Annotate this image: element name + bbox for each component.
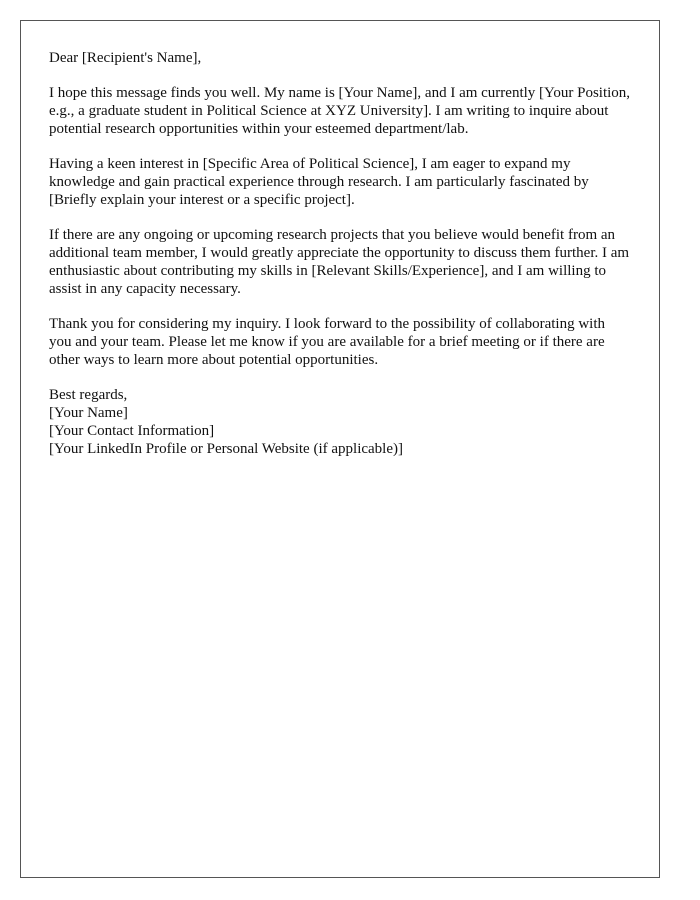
letter-page bbox=[20, 20, 660, 878]
paragraph-intro: I hope this message finds you well. My name is [Your Name], and I am currently [Your Position, e.g., a graduate student in Political Science at XYZ University]. I am writing to inquire about potential research opportunities within your esteemed department/lab. bbox=[49, 85, 631, 137]
signature-contact: [Your Contact Information] bbox=[49, 423, 215, 439]
signature-profile: [Your LinkedIn Profile or Personal Website (if applicable)] bbox=[49, 441, 403, 457]
signoff-block bbox=[49, 386, 631, 458]
paragraph-interest: Having a keen interest in [Specific Area of Political Science], I am eager to expand my knowledge and gain practical experience through research. I am particularly fascinated by [Briefly explain your interest or a specific project]. bbox=[49, 156, 589, 208]
salutation: Dear [Recipient's Name], bbox=[49, 50, 202, 66]
signature-name: [Your Name] bbox=[49, 405, 128, 421]
paragraph-thanks: Thank you for considering my inquiry. I look forward to the possibility of collaborating with you and your team. Please let me know if you are available for a brief meeting or if there are other ways to learn more about potential opportunities. bbox=[49, 316, 606, 368]
closing: Best regards, bbox=[49, 387, 128, 403]
letter-body bbox=[49, 49, 631, 458]
paragraph-projects: If there are any ongoing or upcoming research projects that you believe would benefit from an additional team member, I would greatly appreciate the opportunity to discuss them further. I am enthusiastic about contributing my skills in [Relevant Skills/Experience], and I am willing to assist in any capacity necessary. bbox=[49, 227, 630, 297]
